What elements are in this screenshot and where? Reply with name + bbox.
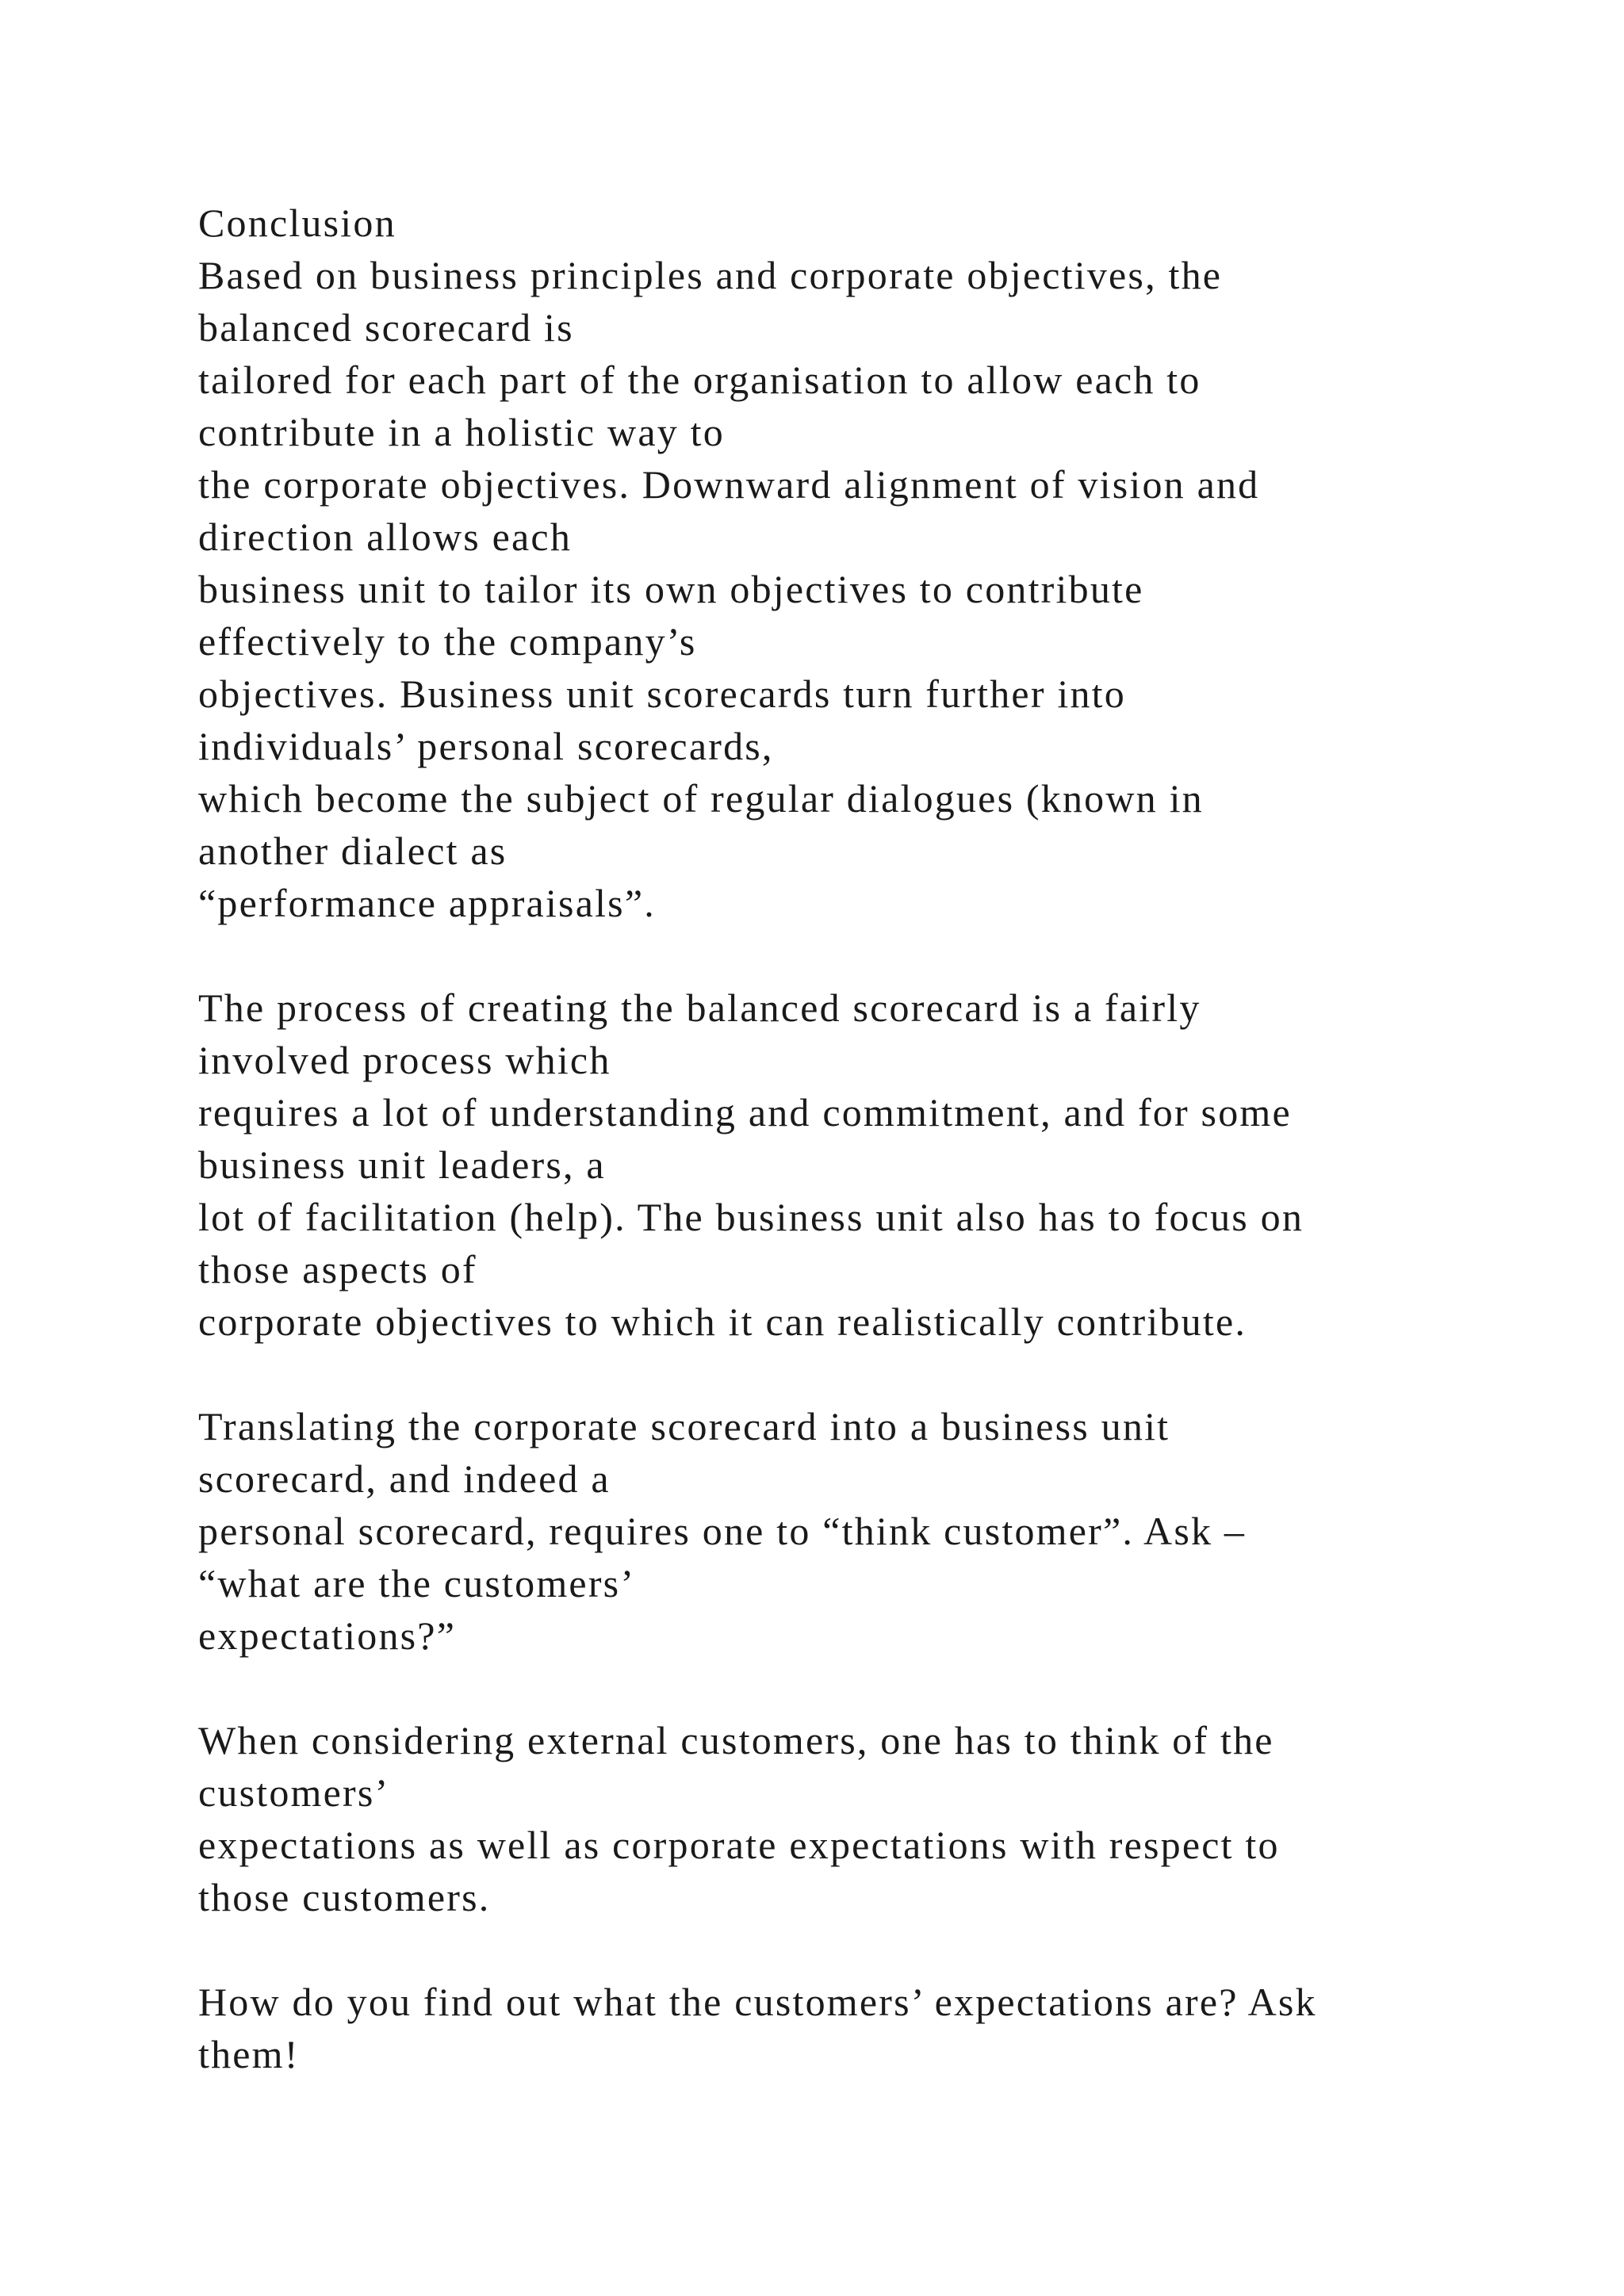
text-line: balanced scorecard is: [198, 305, 574, 350]
paragraph-4: [198, 1714, 1507, 1923]
text-line: objectives. Business unit scorecards turn further into: [198, 672, 1126, 716]
text-line: individuals’ personal scorecards,: [198, 724, 774, 768]
text-line: another dialect as: [198, 828, 508, 873]
paragraph-spacer: [198, 1348, 1507, 1400]
text-line: customers’: [198, 1770, 390, 1815]
paragraph-spacer: [198, 929, 1507, 982]
text-line: How do you find out what the customers’ expectations are? Ask: [198, 1980, 1317, 2024]
text-line: scorecard, and indeed a: [198, 1456, 611, 1501]
text-line: business unit leaders, a: [198, 1142, 606, 1187]
text-line: personal scorecard, requires one to “think customer”. Ask –: [198, 1509, 1247, 1553]
text-line: involved process which: [198, 1038, 611, 1082]
paragraph-5: [198, 1976, 1507, 2080]
text-line: those aspects of: [198, 1247, 477, 1292]
paragraph-3: [198, 1400, 1507, 1662]
text-line: When considering external customers, one has to think of the: [198, 1718, 1274, 1762]
text-line: requires a lot of understanding and commitment, and for some: [198, 1090, 1292, 1135]
text-line: effectively to the company’s: [198, 619, 697, 664]
paragraph-spacer: [198, 1923, 1507, 1976]
text-line: which become the subject of regular dialogues (known in: [198, 776, 1204, 821]
text-line: Translating the corporate scorecard into a business unit: [198, 1404, 1170, 1448]
text-line: business unit to tailor its own objectives to contribute: [198, 567, 1144, 611]
text-line: direction allows each: [198, 515, 573, 559]
text-line: lot of facilitation (help). The business unit also has to focus on: [198, 1195, 1304, 1239]
text-line: corporate objectives to which it can realistically contribute.: [198, 1299, 1247, 1344]
document-body: [198, 197, 1507, 2080]
text-line: those customers.: [198, 1875, 491, 1919]
text-line: expectations?”: [198, 1613, 457, 1658]
text-line: them!: [198, 2032, 300, 2076]
text-line: tailored for each part of the organisation to allow each to: [198, 358, 1201, 402]
text-line: Based on business principles and corporate objectives, the: [198, 253, 1223, 297]
paragraph-1: [198, 249, 1507, 929]
section-heading: Conclusion: [198, 201, 396, 245]
text-line: expectations as well as corporate expectations with respect to: [198, 1823, 1280, 1867]
paragraph-spacer: [198, 1662, 1507, 1714]
text-line: “performance appraisals”.: [198, 881, 656, 925]
text-line: contribute in a holistic way to: [198, 410, 725, 454]
paragraph-2: [198, 982, 1507, 1348]
text-line: “what are the customers’: [198, 1561, 636, 1605]
text-line: The process of creating the balanced scorecard is a fairly: [198, 985, 1201, 1030]
text-line: the corporate objectives. Downward alignment of vision and: [198, 462, 1260, 507]
